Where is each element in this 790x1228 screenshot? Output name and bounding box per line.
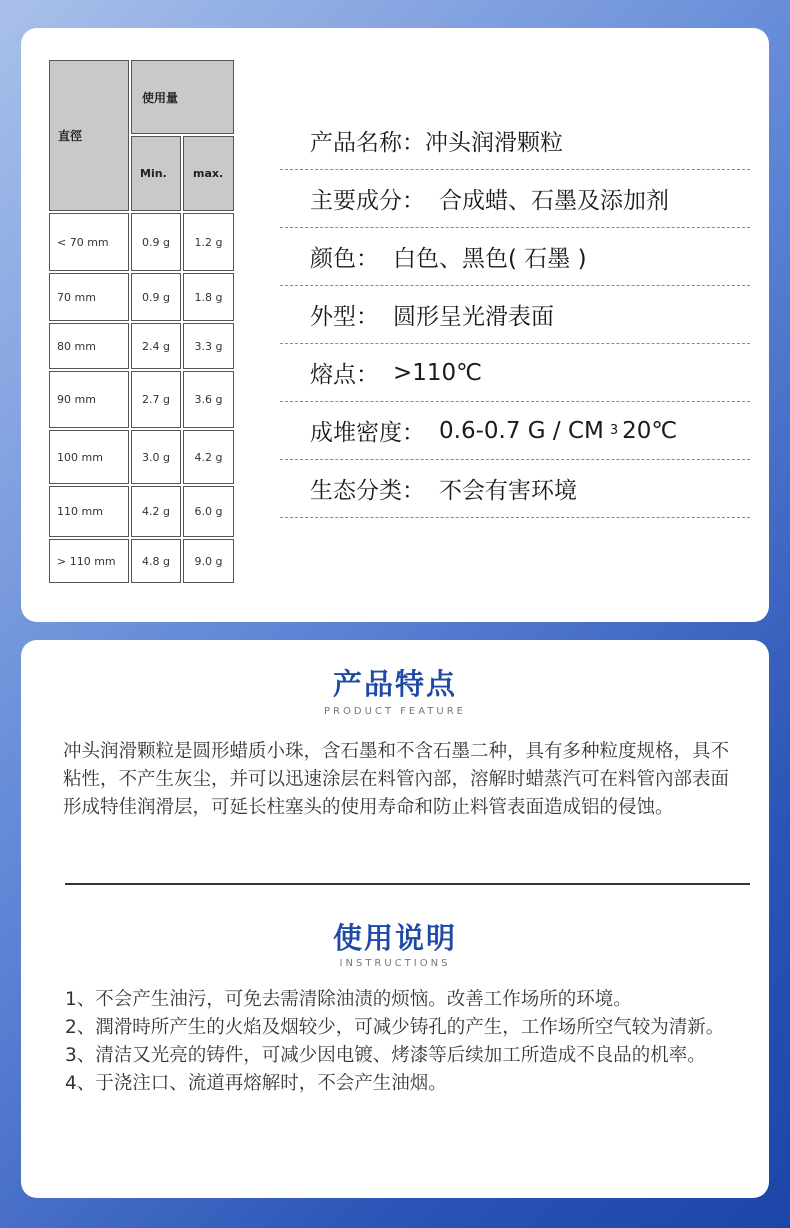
spec-melting-point	[280, 344, 750, 402]
table-row	[49, 273, 234, 321]
diameter-cell: 110 mm	[49, 486, 129, 537]
diameter-cell: 100 mm	[49, 430, 129, 484]
spec-label: 主要成分：	[310, 188, 425, 214]
feature-paragraph: 冲头润滑颗粒是圆形蜡质小珠，含石墨和不含石墨二种，具有多种粒度规格，具不粘性，不产生灰尘，并可以迅速涂层在料管內部，溶解时蜡蒸汽可在料管內部表面形成特佳润滑层，可延长柱塞头的使用寿命和防止料管表面造成铝的侵蚀。	[63, 741, 730, 818]
spec-list	[280, 112, 750, 518]
spec-superscript: 3	[609, 423, 619, 438]
list-item: 3、清洁又光亮的铸件，可减少因电镀、烤漆等后续加工所造成不良品的机率。	[65, 1045, 706, 1066]
spec-value: 冲头润滑颗粒	[425, 130, 563, 156]
spec-value: >110℃	[393, 359, 483, 386]
min-cell: 2.4 g	[131, 323, 181, 369]
min-cell: 4.8 g	[131, 539, 181, 583]
table-row	[49, 213, 234, 271]
table-row	[49, 371, 234, 428]
spec-value: 合成蜡、石墨及添加剂	[439, 188, 669, 214]
table-row	[49, 486, 234, 537]
spec-value: 圆形呈光滑表面	[393, 304, 554, 330]
max-cell: 9.0 g	[183, 539, 234, 583]
spec-temperature: 20℃	[622, 417, 678, 444]
spec-name	[280, 112, 750, 170]
table-row	[49, 323, 234, 369]
spec-label: 颜色：	[310, 246, 379, 272]
diameter-cell: 70 mm	[49, 273, 129, 321]
min-cell: 4.2 g	[131, 486, 181, 537]
max-cell: 3.3 g	[183, 323, 234, 369]
spec-eco	[280, 460, 750, 518]
header-min: Min.	[131, 136, 181, 211]
spec-value: 白色、黑色( 石墨 )	[393, 246, 587, 272]
section-divider	[65, 883, 750, 885]
diameter-cell: < 70 mm	[49, 213, 129, 271]
max-cell: 4.2 g	[183, 430, 234, 484]
min-cell: 0.9 g	[131, 213, 181, 271]
list-item: 2、潤滑時所产生的火焰及烟较少，可减少铸孔的产生，工作场所空气较为清新。	[65, 1017, 725, 1038]
info-card	[21, 640, 769, 1198]
feature-title: 产品特点	[332, 667, 457, 701]
max-cell: 6.0 g	[183, 486, 234, 537]
header-diameter: 直徑	[49, 60, 129, 211]
spec-label: 产品名称：	[310, 130, 425, 156]
spec-shape	[280, 286, 750, 344]
min-cell: 2.7 g	[131, 371, 181, 428]
spec-density	[280, 402, 750, 460]
max-cell: 1.8 g	[183, 273, 234, 321]
spec-label: 熔点：	[310, 362, 379, 388]
min-cell: 0.9 g	[131, 273, 181, 321]
table-row	[49, 539, 234, 583]
instructions-title: 使用说明	[332, 921, 457, 955]
table-row	[49, 430, 234, 484]
feature-subtitle: PRODUCT FEATURE	[324, 706, 466, 717]
usage-table	[49, 60, 234, 583]
spec-color	[280, 228, 750, 286]
list-item: 1、不会产生油污，可免去需清除油渍的烦恼。改善工作场所的环境。	[65, 989, 632, 1010]
list-item: 4、于浇注口、流道再熔解时，不会产生油烟。	[65, 1073, 447, 1094]
header-max: max.	[183, 136, 234, 211]
spec-label: 生态分类：	[310, 478, 425, 504]
spec-label: 成堆密度：	[310, 420, 425, 446]
diameter-cell: > 110 mm	[49, 539, 129, 583]
spec-value: 0.6-0.7 G / CM	[439, 417, 604, 444]
min-cell: 3.0 g	[131, 430, 181, 484]
instructions-subtitle: INSTRUCTIONS	[339, 958, 451, 969]
header-usage: 使用量	[131, 60, 234, 134]
instructions-list	[65, 986, 745, 1098]
spec-card	[21, 28, 769, 622]
spec-label: 外型：	[310, 304, 379, 330]
max-cell: 3.6 g	[183, 371, 234, 428]
spec-value: 不会有害环境	[439, 478, 577, 504]
spec-composition	[280, 170, 750, 228]
diameter-cell: 80 mm	[49, 323, 129, 369]
diameter-cell: 90 mm	[49, 371, 129, 428]
max-cell: 1.2 g	[183, 213, 234, 271]
usage-table-header	[49, 60, 234, 211]
